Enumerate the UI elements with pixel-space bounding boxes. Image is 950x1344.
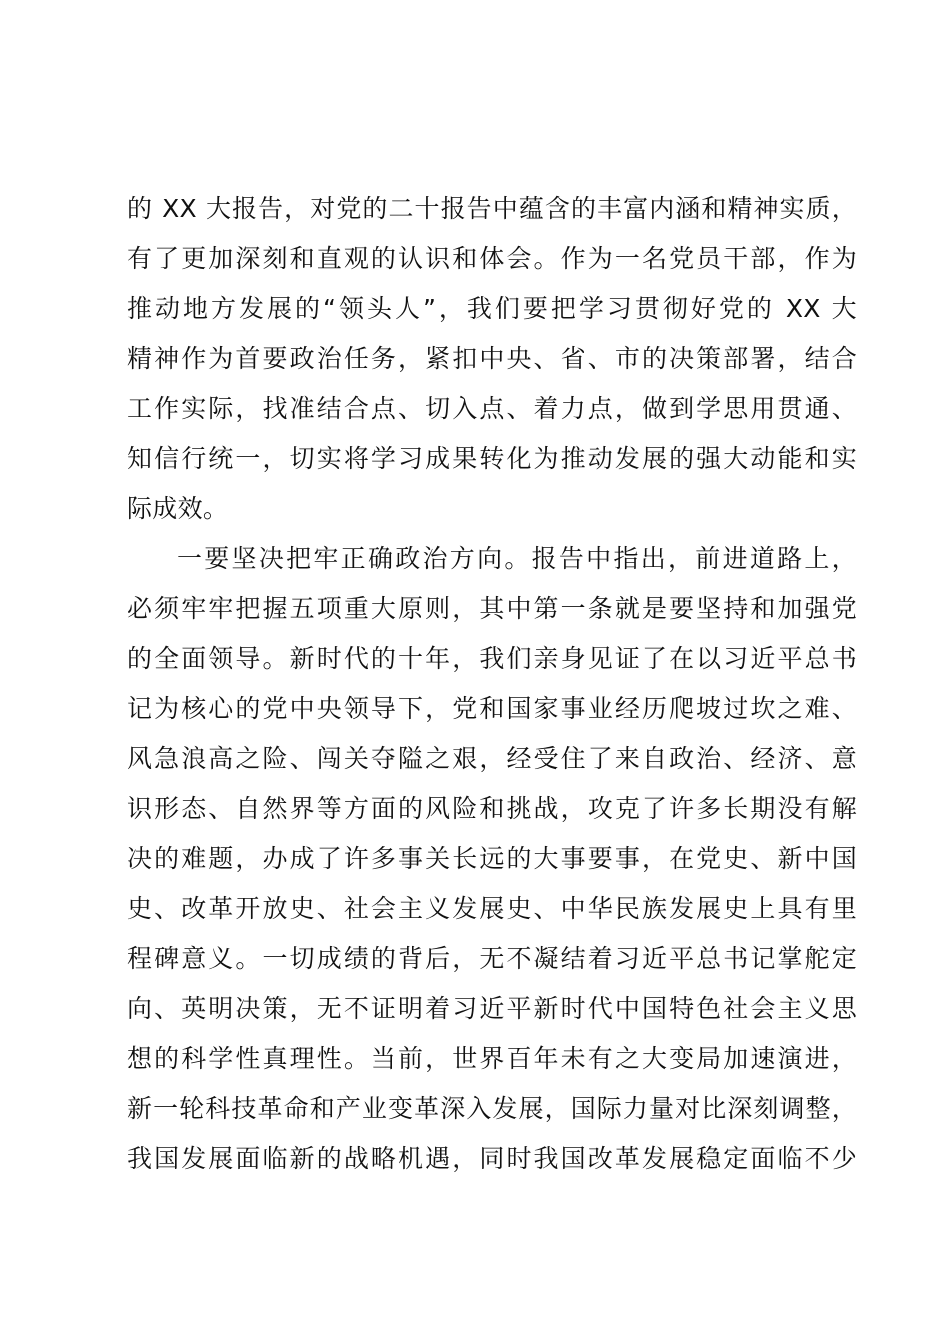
text-line: 决的难题，办成了许多事关长远的大事要事，在党史、新中国	[127, 844, 857, 873]
text-line: 识形态、自然界等方面的风险和挑战，攻克了许多长期没有解	[127, 794, 857, 823]
text-line: 际成效。	[127, 494, 229, 523]
text-line: 的全面领导。新时代的十年，我们亲身见证了在以习近平总书	[127, 644, 857, 673]
text-line: 知信行统一，切实将学习成果转化为推动发展的强大动能和实	[127, 444, 857, 473]
text-line: 精神作为首要政治任务，紧扣中央、省、市的决策部署，结合	[127, 344, 857, 373]
text-line: 一要坚决把牢正确政治方向。报告中指出，前进道路上，	[177, 544, 857, 573]
text-line: 程碑意义。一切成绩的背后，无不凝结着习近平总书记掌舵定	[127, 944, 857, 973]
text-line: 新一轮科技革命和产业变革深入发展，国际力量对比深刻调整，	[127, 1094, 857, 1123]
text-line: 记为核心的党中央领导下，党和国家事业经历爬坡过坎之难、	[127, 694, 857, 723]
text-line: 我国发展面临新的战略机遇，同时我国改革发展稳定面临不少	[127, 1144, 857, 1173]
text-line: 推动地方发展的“领头人”，我们要把学习贯彻好党的 XX 大	[127, 294, 857, 323]
text-line: 史、改革开放史、社会主义发展史、中华民族发展史上具有里	[127, 894, 857, 923]
paragraph-2	[127, 534, 857, 1184]
text-line: 风急浪高之险、闯关夺隘之艰，经受住了来自政治、经济、意	[127, 744, 857, 773]
text-line: 的 XX 大报告，对党的二十报告中蕴含的丰富内涵和精神实质，	[127, 194, 857, 223]
text-line: 有了更加深刻和直观的认识和体会。作为一名党员干部，作为	[127, 244, 857, 273]
text-line: 必须牢牢把握五项重大原则，其中第一条就是要坚持和加强党	[127, 594, 857, 623]
paragraph-1	[127, 184, 857, 534]
text-line: 想的科学性真理性。当前，世界百年未有之大变局加速演进，	[127, 1044, 857, 1073]
text-line: 向、英明决策，无不证明着习近平新时代中国特色社会主义思	[127, 994, 857, 1023]
text-line: 工作实际，找准结合点、切入点、着力点，做到学思用贯通、	[127, 394, 857, 423]
body-text	[127, 184, 857, 1184]
